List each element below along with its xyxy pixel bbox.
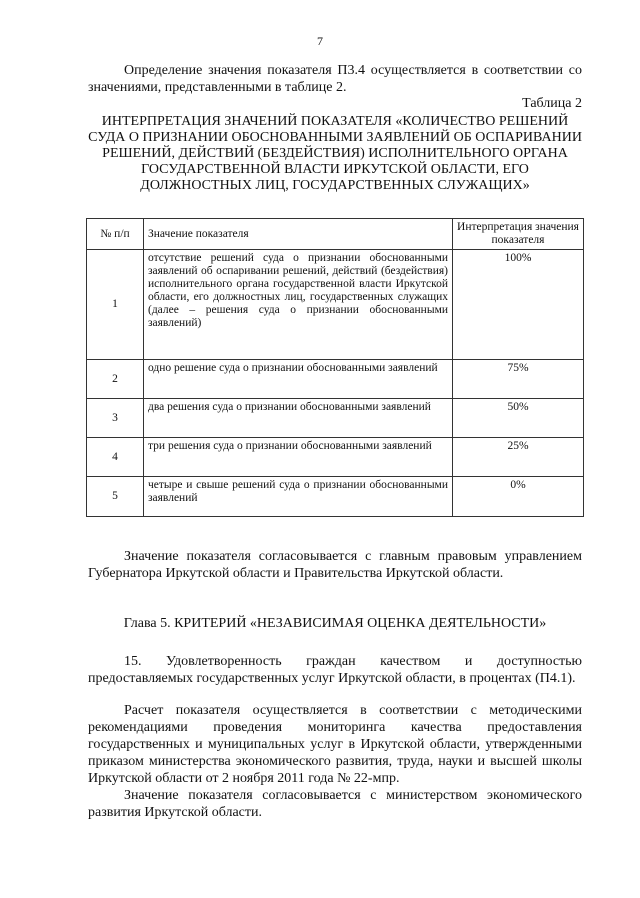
row-value: четыре и свыше решений суда о признании обоснованными заявлений xyxy=(144,477,453,517)
row-value: одно решение суда о признании обоснованными заявлений xyxy=(144,360,453,399)
row-num: 3 xyxy=(87,399,144,438)
row-num: 5 xyxy=(87,477,144,517)
chapter-title: Глава 5. КРИТЕРИЙ «НЕЗАВИСИМАЯ ОЦЕНКА ДЕЯТЕЛЬНОСТИ» xyxy=(123,616,547,631)
row-value: три решения суда о признании обоснованными заявлений xyxy=(144,438,453,477)
header-num: № п/п xyxy=(87,219,144,250)
row-interp: 0% xyxy=(453,477,584,517)
interpretation-table xyxy=(86,218,584,517)
page-number: 7 xyxy=(317,34,323,48)
row-interp: 75% xyxy=(453,360,584,399)
row-interp: 25% xyxy=(453,438,584,477)
table-label: Таблица 2 xyxy=(522,96,582,111)
table-row xyxy=(87,477,584,517)
table-title: ИНТЕРПРЕТАЦИЯ ЗНАЧЕНИЙ ПОКАЗАТЕЛЯ «КОЛИЧЕСТВО РЕШЕНИЙ СУДА О ПРИЗНАНИИ ОБОСНОВАННЫМИ ЗАЯВЛЕНИЙ ОБ ОСПАРИВАНИИ РЕШЕНИЙ, ДЕЙСТВИЙ (БЕЗДЕЙСТВИЯ) ИСПОЛНИТЕЛЬНОГО ОРГАНА ГОСУДАРСТВЕННОЙ ВЛАСТИ ИРКУТСКОЙ ОБЛАСТИ, ЕГО ДОЛЖНОСТНЫХ ЛИЦ, ГОСУДАРСТВЕННЫХ СЛУЖАЩИХ» xyxy=(88,114,582,193)
item-15-paragraph: 15. Удовлетворенность граждан качеством и доступностью предоставляемых государственных услуг Иркутской области, в процентах (П4.1). xyxy=(88,654,582,686)
header-interp: Интерпретация значения показателя xyxy=(453,219,584,250)
header-value: Значение показателя xyxy=(144,219,453,250)
agreement-paragraph-2: Значение показателя согласовывается с министерством экономического развития Иркутской области. xyxy=(88,788,582,820)
row-value: отсутствие решений суда о признании обоснованными заявлений об оспаривании решений, действий (бездействия) исполнительного органа государственной власти Иркутской области, его должностных лиц, государственных служащих (далее – решения суда о признании обоснованными заявлений) xyxy=(144,250,453,360)
intro-paragraph: Определение значения показателя П3.4 осуществляется в соответствии со значениями, представленными в таблице 2. xyxy=(88,63,582,95)
row-num: 2 xyxy=(87,360,144,399)
table-row xyxy=(87,438,584,477)
row-num: 1 xyxy=(87,250,144,360)
row-num: 4 xyxy=(87,438,144,477)
agreement-paragraph: Значение показателя согласовывается с главным правовым управлением Губернатора Иркутской области и Правительства Иркутской области. xyxy=(88,549,582,581)
calculation-paragraph: Расчет показателя осуществляется в соответствии с методическими рекомендациями проведения мониторинга качества предоставления государственных и муниципальных услуг в Иркутской области, утвержденными приказом министерства экономического развития, труда, науки и высшей школы Иркутской области от 2 ноября 2011 года № 22-мпр. xyxy=(88,703,582,786)
table-row xyxy=(87,399,584,438)
row-interp: 100% xyxy=(453,250,584,360)
table-row xyxy=(87,360,584,399)
row-value: два решения суда о признании обоснованными заявлений xyxy=(144,399,453,438)
table-header-row xyxy=(87,219,584,250)
table-row xyxy=(87,250,584,360)
row-interp: 50% xyxy=(453,399,584,438)
